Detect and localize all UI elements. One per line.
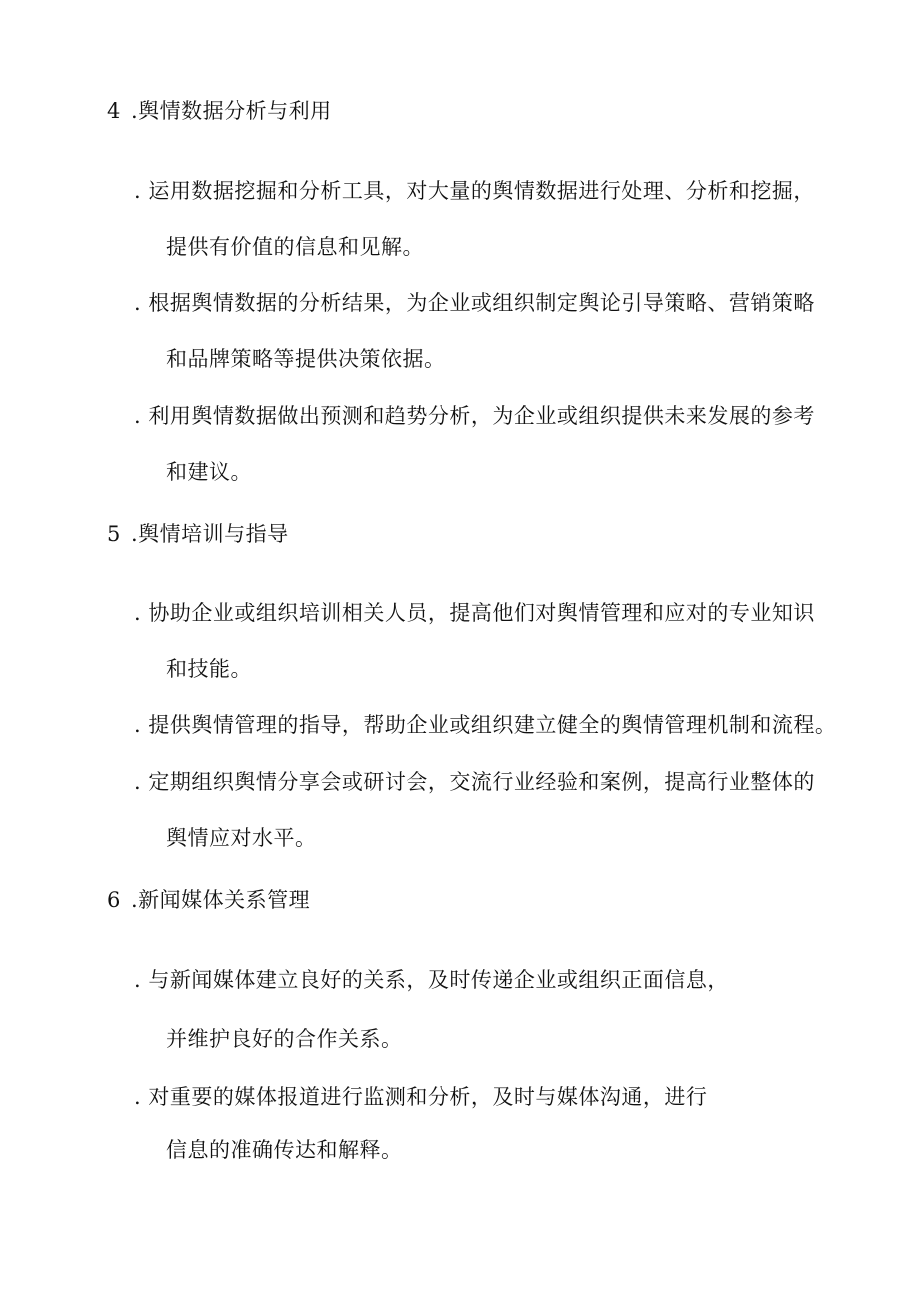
bullet-continuation: 提供有价值的信息和见解。: [166, 235, 424, 259]
bullet-continuation: 和品牌策略等提供决策依据。: [166, 347, 446, 371]
bullet-continuation: 和技能。: [166, 657, 252, 681]
section-heading: [107, 520, 289, 548]
bullet-continuation: 和建议。: [166, 460, 252, 484]
section-title: .舆情数据分析与利用: [131, 99, 332, 123]
section-heading: [107, 97, 332, 125]
bullet-continuation: 舆情应对水平。: [166, 826, 317, 850]
bullet-line: . 定期组织舆情分享会或研讨会，交流行业经验和案例，提高行业整体的: [134, 770, 815, 794]
section-number: 4: [107, 99, 121, 123]
section-number: 6: [107, 888, 121, 912]
bullet-line: . 运用数据挖掘和分析工具，对大量的舆情数据进行处理、分析和挖掘，: [134, 179, 815, 203]
bullet-line: . 与新闻媒体建立良好的关系，及时传递企业或组织正面信息，: [134, 968, 729, 992]
section-heading: [107, 886, 310, 914]
bullet-line: . 根据舆情数据的分析结果，为企业或组织制定舆论引导策略、营销策略: [134, 291, 815, 315]
bullet-line: . 利用舆情数据做出预测和趋势分析，为企业或组织提供未来发展的参考: [134, 404, 815, 428]
bullet-continuation: 信息的准确传达和解释。: [166, 1138, 403, 1162]
bullet-line: . 协助企业或组织培训相关人员，提高他们对舆情管理和应对的专业知识: [134, 601, 815, 625]
bullet-line: . 提供舆情管理的指导，帮助企业或组织建立健全的舆情管理机制和流程。: [134, 713, 837, 737]
bullet-line: . 对重要的媒体报道进行监测和分析，及时与媒体沟通，进行: [134, 1085, 708, 1109]
section-title: .舆情培训与指导: [131, 522, 289, 546]
bullet-continuation: 并维护良好的合作关系。: [166, 1027, 403, 1051]
section-title: .新闻媒体关系管理: [131, 888, 311, 912]
section-number: 5: [107, 522, 121, 546]
